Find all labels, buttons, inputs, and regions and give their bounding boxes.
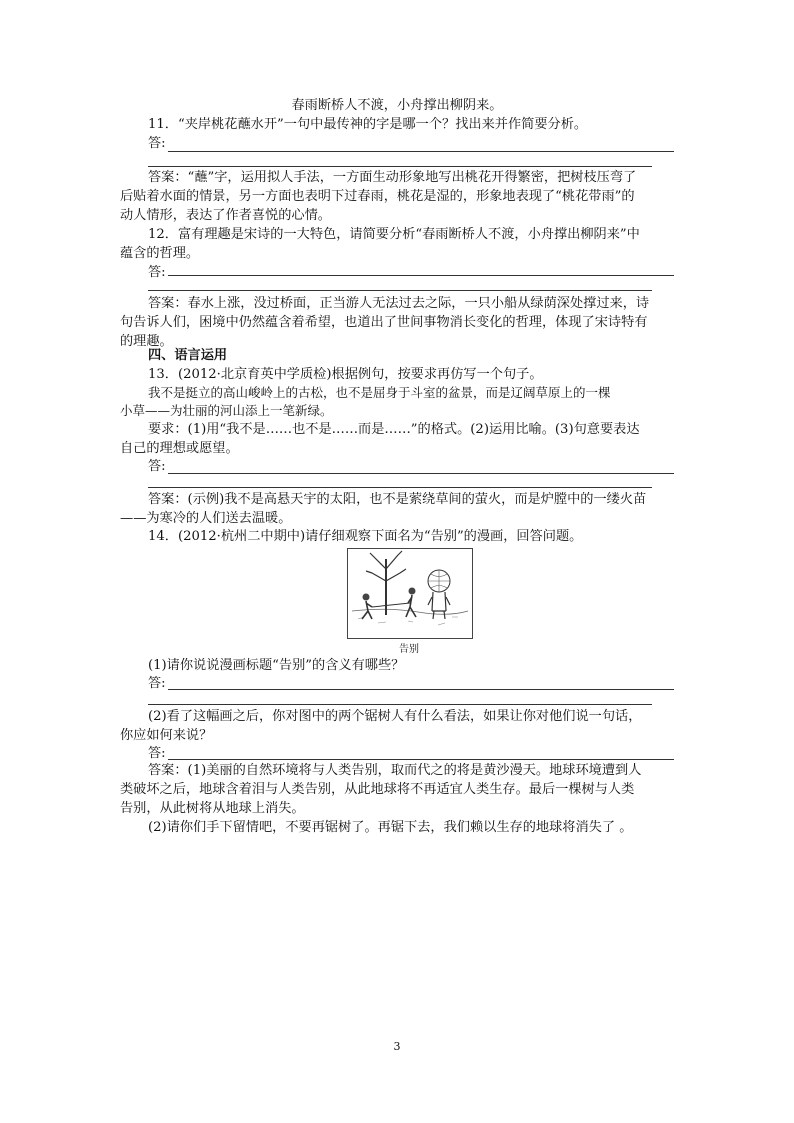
answer-line bbox=[168, 689, 674, 690]
answer-14-line-2: 类破坏之后，地球含着泪与人类告别，从此地球将不再适宜人类生存。最后一棵树与人类 bbox=[120, 782, 635, 797]
answer-label-14-1: 答: bbox=[148, 676, 166, 691]
answer-line bbox=[148, 487, 652, 488]
question-13-requirement-2: 自己的理想或愿望。 bbox=[120, 441, 239, 456]
answer-11-line-2: 后贴着水面的情景，另一方面也表明下过春雨，桃花是湿的，形象地表现了“桃花带雨”的 bbox=[120, 189, 635, 204]
answer-14-line-3: 告别，从此树将从地球上消失。 bbox=[120, 801, 305, 816]
question-12-line-1: 12．富有理趣是宋诗的一大特色，请简要分析“春雨断桥人不渡，小舟撑出柳阴来”中 bbox=[148, 227, 640, 242]
cartoon-drawing bbox=[348, 549, 472, 638]
answer-line bbox=[148, 704, 652, 705]
answer-line bbox=[148, 166, 652, 167]
question-14-1: (1)请你说说漫画标题“告别”的含义有哪些？ bbox=[148, 658, 405, 673]
poem-line: 春雨断桥人不渡，小舟撑出柳阴来。 bbox=[291, 98, 503, 113]
answer-line bbox=[168, 473, 674, 474]
question-13-example-2: 小草——为壮丽的河山添上一笔新绿。 bbox=[120, 403, 333, 418]
question-14: 14．(2012·杭州二中期中)请仔细观察下面名为“告别”的漫画，回答问题。 bbox=[148, 529, 583, 544]
page-number: 3 bbox=[393, 1040, 401, 1053]
answer-label-12: 答: bbox=[148, 265, 166, 280]
question-13: 13．(2012·北京育英中学质检)根据例句，按要求再仿写一个句子。 bbox=[148, 367, 543, 382]
question-13-requirement-1: 要求：(1)用“我不是……也不是……而是……”的格式。(2)运用比喻。(3)句意要表达 bbox=[148, 422, 640, 437]
question-14-2-line-1: (2)看了这幅画之后，你对图中的两个锯树人有什么看法，如果让你对他们说一句话， bbox=[148, 709, 642, 724]
answer-13-line-1: 答案：(示例)我不是高悬天宇的太阳，也不是萦绕草间的萤火，而是炉膛中的一缕火苗 bbox=[148, 492, 647, 507]
answer-label-13: 答: bbox=[148, 459, 166, 474]
question-13-example-1: 我不是挺立的高山峻岭上的古松，也不是屈身于斗室的盆景，而是辽阔草原上的一棵 bbox=[148, 385, 611, 400]
cartoon-image bbox=[347, 548, 473, 639]
answer-12-line-3: 的理趣。 bbox=[120, 334, 173, 349]
answer-14-line-1: 答案：(1)美丽的自然环境将与人类告别，取而代之的将是黄沙漫天。地球环境遭到人 bbox=[148, 763, 642, 778]
answer-label-14-2: 答: bbox=[148, 746, 166, 761]
answer-12-line-1: 答案：春水上涨，没过桥面，正当游人无法过去之际，一只小船从绿荫深处撑过来，诗 bbox=[148, 296, 650, 311]
answer-11-line-3: 动人情形，表达了作者喜悦的心情。 bbox=[120, 208, 331, 223]
answer-12-line-2: 句告诉人们，困境中仍然蕴含着希望，也道出了世间事物消长变化的哲理，体现了宋诗特有 bbox=[120, 315, 648, 330]
question-12-line-2: 蕴含的哲理。 bbox=[120, 246, 200, 261]
question-11: 11．“夹岸桃花蘸水开”一句中最传神的字是哪一个？找出来并作简要分析。 bbox=[148, 117, 588, 132]
cartoon-caption: 告别 bbox=[399, 644, 419, 655]
answer-line bbox=[148, 290, 652, 291]
answer-14-line-4: (2)请你们手下留情吧，不要再锯树了。再锯下去，我们赖以生存的地球将消失了 。 bbox=[148, 820, 633, 835]
answer-13-line-2: ——为寒冷的人们送去温暖。 bbox=[120, 511, 292, 526]
answer-label-11: 答: bbox=[148, 136, 166, 151]
answer-line bbox=[168, 759, 674, 760]
section-heading: 四、语言运用 bbox=[148, 348, 228, 363]
answer-line bbox=[168, 275, 674, 276]
answer-line bbox=[168, 151, 674, 152]
answer-11-line-1: 答案：“蘸”字，运用拟人手法，一方面生动形象地写出桃花开得繁密，把树枝压弯了 bbox=[148, 170, 637, 185]
question-14-2-line-2: 你应如何来说？ bbox=[120, 728, 213, 743]
